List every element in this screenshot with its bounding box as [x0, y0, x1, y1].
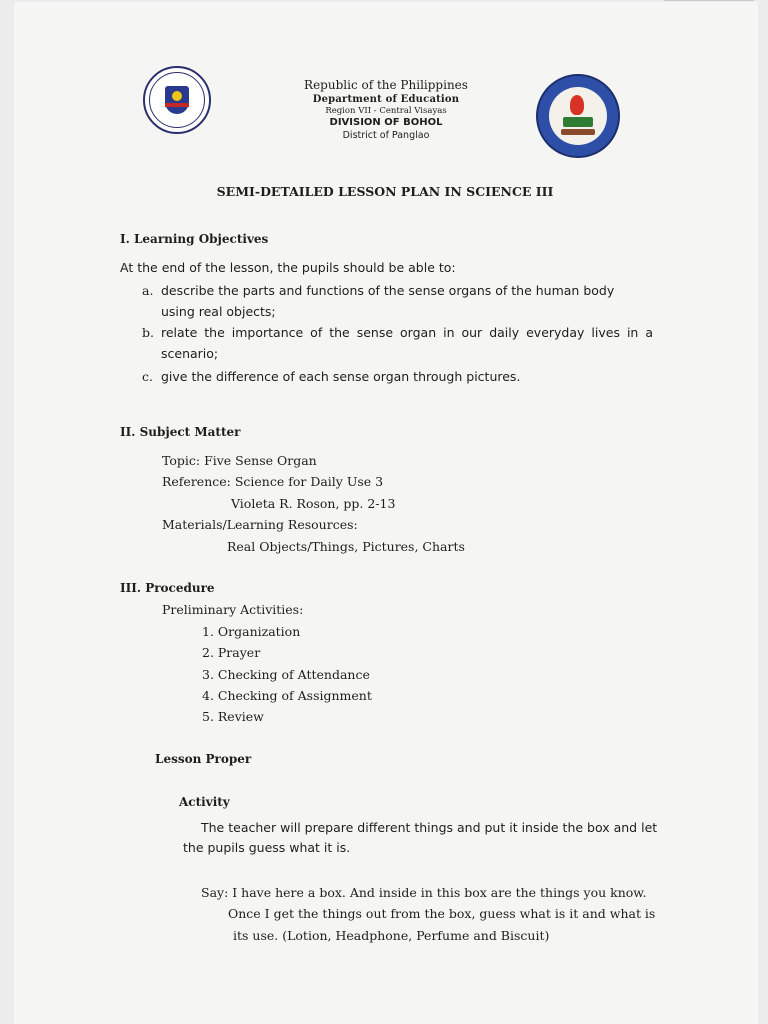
preliminary-item: 1. Organization [202, 624, 301, 639]
objective-b-line-2: scenario; [161, 346, 219, 361]
subject-matter-heading: II. Subject Matter [120, 425, 241, 439]
document-page [14, 2, 758, 1024]
preliminary-item: 4. Checking of Assignment [202, 688, 372, 703]
subject-materials: Real Objects/Things, Pictures, Charts [227, 539, 465, 554]
division-of-bohol-seal-logo [536, 74, 620, 158]
say-line-1: Say: I have here a box. And inside in this box are the things you know. [201, 885, 647, 900]
say-line-2: Once I get the things out from the box, guess what is it and what is [228, 906, 656, 921]
header-department: Department of Education [312, 94, 460, 105]
preliminary-item: 3. Checking of Attendance [202, 667, 370, 682]
say-line-3: its use. (Lotion, Headphone, Perfume and Biscuit) [233, 928, 550, 943]
subject-reference-author: Violeta R. Roson, pp. 2-13 [231, 496, 396, 511]
header-district: District of Panglao [342, 130, 430, 141]
objective-c-line-1: give the difference of each sense organ through pictures. [161, 369, 521, 384]
activity-text-line-1: The teacher will prepare different things and put it inside the box and let [201, 820, 658, 835]
objective-c-marker: c. [142, 369, 153, 384]
header-division: DIVISION OF BOHOL [329, 117, 443, 128]
objective-b-marker: b. [142, 325, 154, 340]
objective-a-line-1: describe the parts and functions of the sense organs of the human body [161, 283, 615, 298]
preliminary-item: 2. Prayer [202, 645, 261, 660]
document-title: SEMI-DETAILED LESSON PLAN IN SCIENCE III [216, 184, 554, 199]
activity-heading: Activity [179, 795, 230, 809]
objective-b-line-1: relate the importance of the sense organ in our daily everyday lives in a [161, 325, 653, 340]
preliminary-label: Preliminary Activities: [162, 602, 304, 617]
preliminary-item: 5. Review [202, 709, 264, 724]
deped-seal-logo [143, 66, 211, 134]
page-edge-line [664, 0, 754, 1]
header-republic: Republic of the Philippines [304, 78, 468, 92]
activity-text-line-2: the pupils guess what it is. [183, 840, 351, 855]
subject-topic: Topic: Five Sense Organ [162, 453, 317, 468]
header-region: Region VII - Central Visayas [325, 106, 447, 116]
objectives-heading: I. Learning Objectives [120, 232, 269, 246]
objectives-intro: At the end of the lesson, the pupils should be able to: [120, 260, 456, 275]
lesson-proper-heading: Lesson Proper [155, 752, 252, 766]
subject-materials-label: Materials/Learning Resources: [162, 517, 358, 532]
objective-a-line-2: using real objects; [161, 304, 276, 319]
procedure-heading: III. Procedure [120, 581, 215, 595]
objective-a-marker: a. [142, 283, 154, 298]
subject-reference: Reference: Science for Daily Use 3 [162, 474, 384, 489]
